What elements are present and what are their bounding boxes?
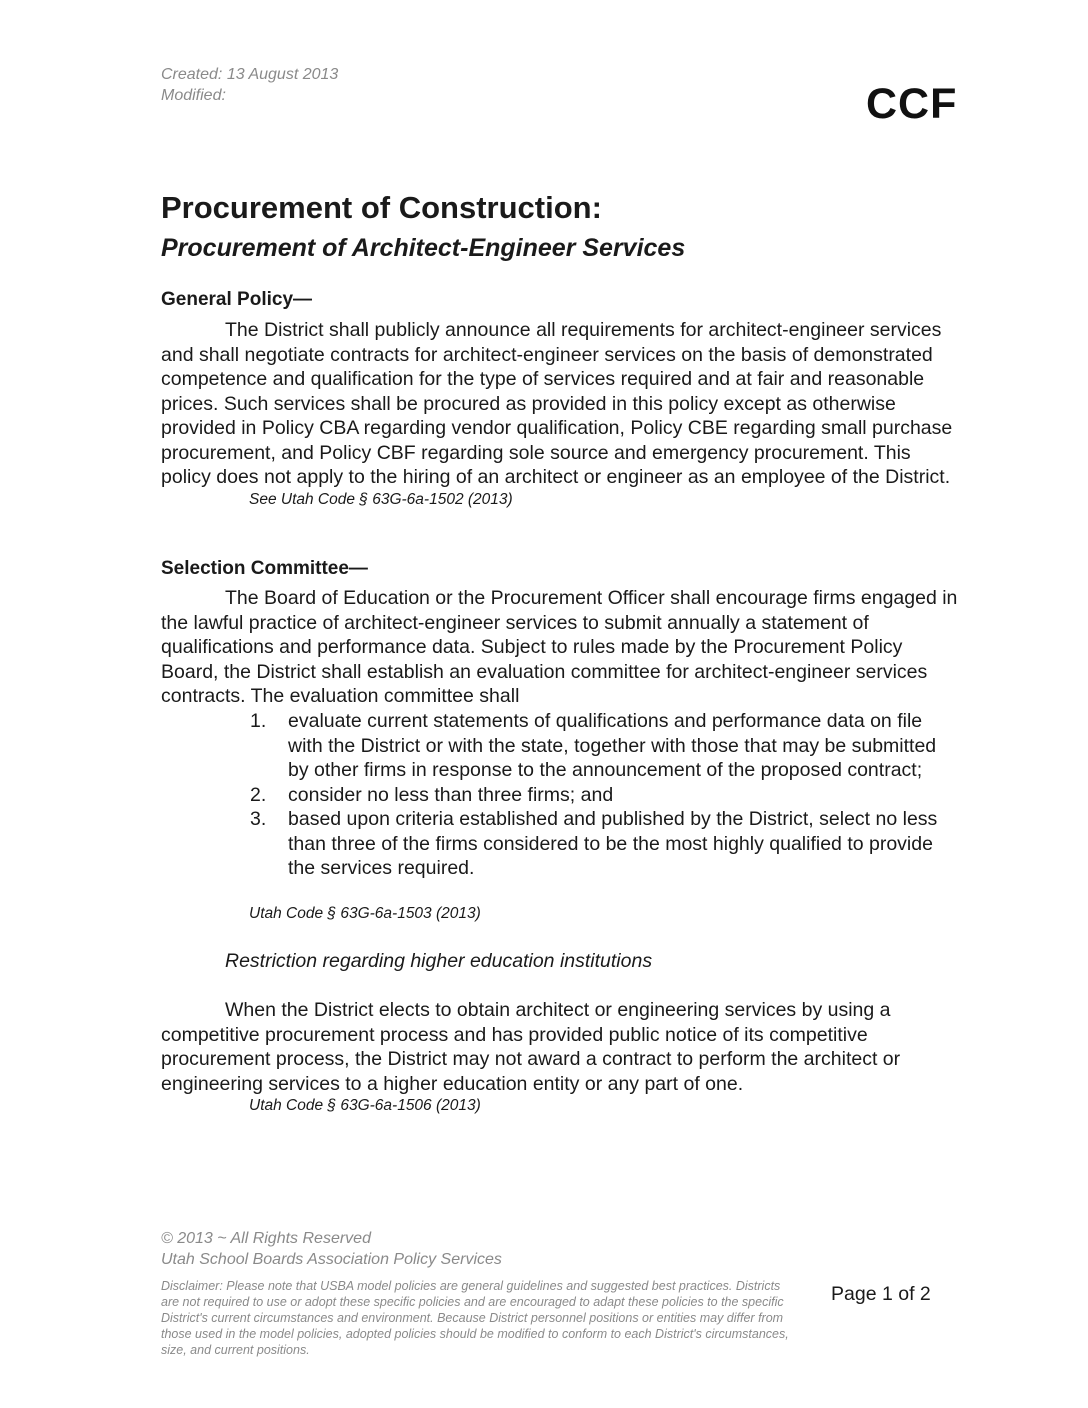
copyright-text: © 2013 ~ All Rights Reserved bbox=[161, 1230, 371, 1247]
general-policy-section bbox=[161, 318, 961, 510]
restriction-text: When the District elects to obtain architect or engineering services by using a competitive procurement process and has provided public notice of its competitive procurement process, the District may not award a contract to perform the architect or engineering services to a higher education entity or any part of one. bbox=[161, 999, 901, 1095]
document-meta bbox=[161, 64, 338, 106]
selection-committee-citation: Utah Code § 63G-6a-1503 (2013) bbox=[249, 905, 481, 922]
policy-code: CCF bbox=[866, 80, 958, 128]
list-item-text: evaluate current statements of qualifications and performance data on file with the District or with the state, together with those that may be submitted by other firms in response to the announcement of the proposed contract; bbox=[288, 710, 937, 781]
disclaimer-text: Disclaimer: Please note that USBA model policies are general guidelines and suggested best practices. Districts are not required to use or adopt these specific policies and are encouraged to adapt these policies to the specific District's current circumstances and environment. Because District personnel positions or entities may differ from those used in the model policies, adopted policies should be modified to conform to each District's circumstances, size, and current positions. bbox=[161, 1279, 789, 1357]
list-item-text: consider no less than three firms; and bbox=[288, 783, 614, 806]
page-number: Page 1 of 2 bbox=[831, 1283, 931, 1305]
restriction-heading: Restriction regarding higher education institutions bbox=[225, 950, 653, 972]
page-title: Procurement of Construction: bbox=[161, 190, 602, 225]
general-policy-citation: See Utah Code § 63G-6a-1502 (2013) bbox=[249, 490, 513, 508]
general-policy-heading: General Policy— bbox=[161, 289, 313, 310]
list-item-number: 3. bbox=[250, 808, 267, 830]
evaluation-list bbox=[250, 709, 960, 881]
organization-name: Utah School Boards Association Policy Services bbox=[161, 1251, 502, 1268]
list-item-number: 1. bbox=[250, 710, 267, 732]
list-item-text: based upon criteria established and published by the District, select no less than three of the firms considered to be the most highly qualified to provide the services required. bbox=[288, 808, 938, 879]
list-item bbox=[250, 709, 960, 783]
page-subtitle: Procurement of Architect-Engineer Services bbox=[161, 234, 686, 262]
list-item bbox=[250, 783, 960, 808]
created-date: Created: 13 August 2013 bbox=[161, 66, 339, 83]
general-policy-text: The District shall publicly announce all requirements for architect-engineer services and shall negotiate contracts for architect-engineer services on the basis of demonstrated competence and qualification for the type of services required and at fair and reasonable prices. Such services shall be procured as provided in this policy except as otherwise provided in Policy CBA regarding vendor qualification, Policy CBE regarding small purchase procurement, and Policy CBF regarding sole source and emergency procurement. This policy does not apply to the hiring of an architect or engineer as an employee of the District. bbox=[161, 319, 953, 488]
restriction-citation: Utah Code § 63G-6a-1506 (2013) bbox=[249, 1097, 481, 1114]
restriction-section bbox=[161, 998, 961, 1116]
selection-committee-intro bbox=[161, 586, 961, 709]
list-item-number: 2. bbox=[250, 783, 267, 806]
list-item bbox=[250, 807, 960, 881]
selection-committee-text: The Board of Education or the Procurement Officer shall encourage firms engaged in the lawful practice of architect-engineer services to submit annually a statement of qualifications and performance data. Subject to rules made by the Procurement Policy Board, the District shall establish an evaluation committee for architect-engineer services contracts. The evaluation committee shall bbox=[161, 587, 958, 707]
modified-date: Modified: bbox=[161, 87, 226, 104]
footer-copyright bbox=[161, 1228, 502, 1270]
selection-committee-heading: Selection Committee— bbox=[161, 558, 368, 579]
